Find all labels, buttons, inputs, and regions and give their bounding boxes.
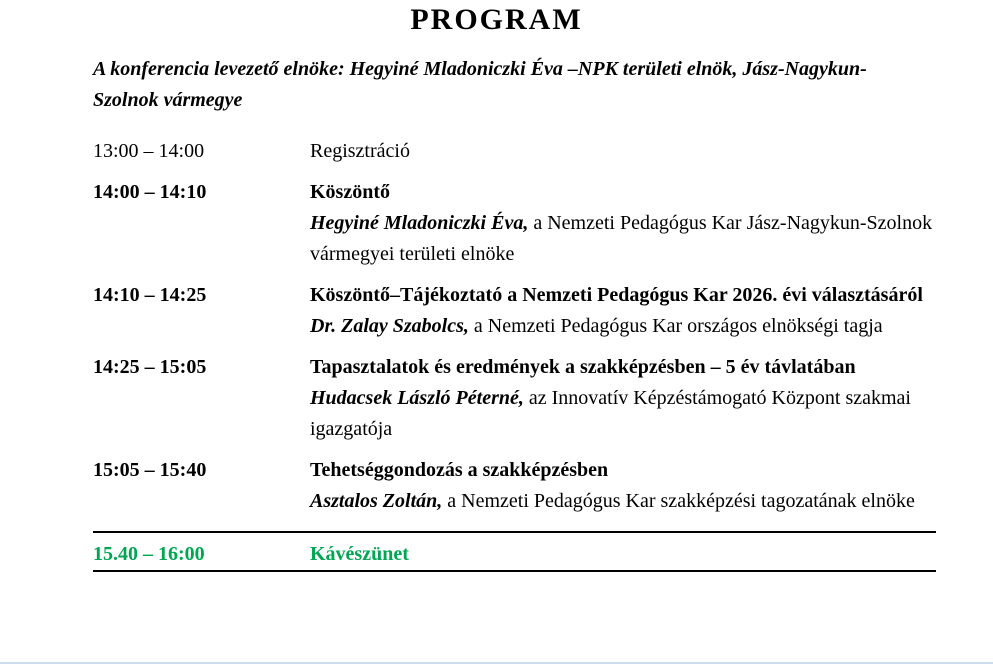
speaker-role: a Nemzeti Pedagógus Kar Jász-Nagykun-Szolnok vármegyei területi elnöke [310, 212, 933, 265]
break-time-cell: 15.40 – 16:00 [93, 543, 205, 565]
page-title: PROGRAM [410, 3, 583, 36]
schedule-row-election-info [93, 280, 940, 342]
intro-note: A konferencia levezető elnöke: Hegyiné Mladoniczki Éva –NPK területi elnök, Jász-Nagykun-Szolnok vármegye [93, 58, 867, 111]
schedule-row-welcome [93, 177, 940, 270]
time-cell: 13:00 – 14:00 [93, 140, 205, 162]
program-content [93, 54, 940, 517]
session-title: Tapasztalatok és eredmények a szakképzésben – 5 év távlatában [310, 356, 856, 378]
time-cell: 15:05 – 15:40 [93, 459, 207, 481]
schedule-row-talent-care [93, 455, 940, 517]
coffee-break-row [93, 543, 936, 565]
session-title: Tehetséggondozás a szakképzésben [310, 459, 609, 481]
time-cell: 14:25 – 15:05 [93, 356, 207, 378]
speaker-name: Hegyiné Mladoniczki Éva, [310, 212, 529, 234]
session-title: Köszöntő [310, 181, 390, 203]
speaker-name: Hudacsek László Péterné, [310, 387, 524, 409]
coffee-break-section [93, 531, 936, 572]
speaker-line [310, 208, 940, 270]
session-details [310, 177, 940, 270]
speaker-name: Dr. Zalay Szabolcs, [310, 315, 469, 337]
session-details [310, 280, 940, 342]
time-cell: 14:00 – 14:10 [93, 181, 207, 203]
session-details [310, 455, 940, 517]
session-title: Köszöntő–Tájékoztató a Nemzeti Pedagógus Kar 2026. évi választásáról [310, 284, 923, 306]
time-cell: 14:10 – 14:25 [93, 284, 207, 306]
speaker-name: Asztalos Zoltán, [310, 490, 443, 512]
speaker-line [310, 486, 940, 517]
speaker-role: a Nemzeti Pedagógus Kar szakképzési tagozatának elnöke [442, 490, 915, 512]
speaker-role: az Innovatív Képzéstámogató Központ szakmai igazgatója [310, 387, 911, 440]
session-details [310, 352, 940, 445]
schedule-row-vocational-results [93, 352, 940, 445]
break-title: Kávészünet [310, 543, 409, 565]
speaker-line [310, 383, 940, 445]
schedule-row-registration [93, 136, 940, 167]
bottom-border-line [0, 662, 993, 664]
speaker-role: a Nemzeti Pedagógus Kar országos elnökségi tagja [468, 315, 883, 337]
speaker-line [310, 311, 940, 342]
schedule-list [93, 136, 940, 517]
session-title: Regisztráció [310, 140, 410, 162]
